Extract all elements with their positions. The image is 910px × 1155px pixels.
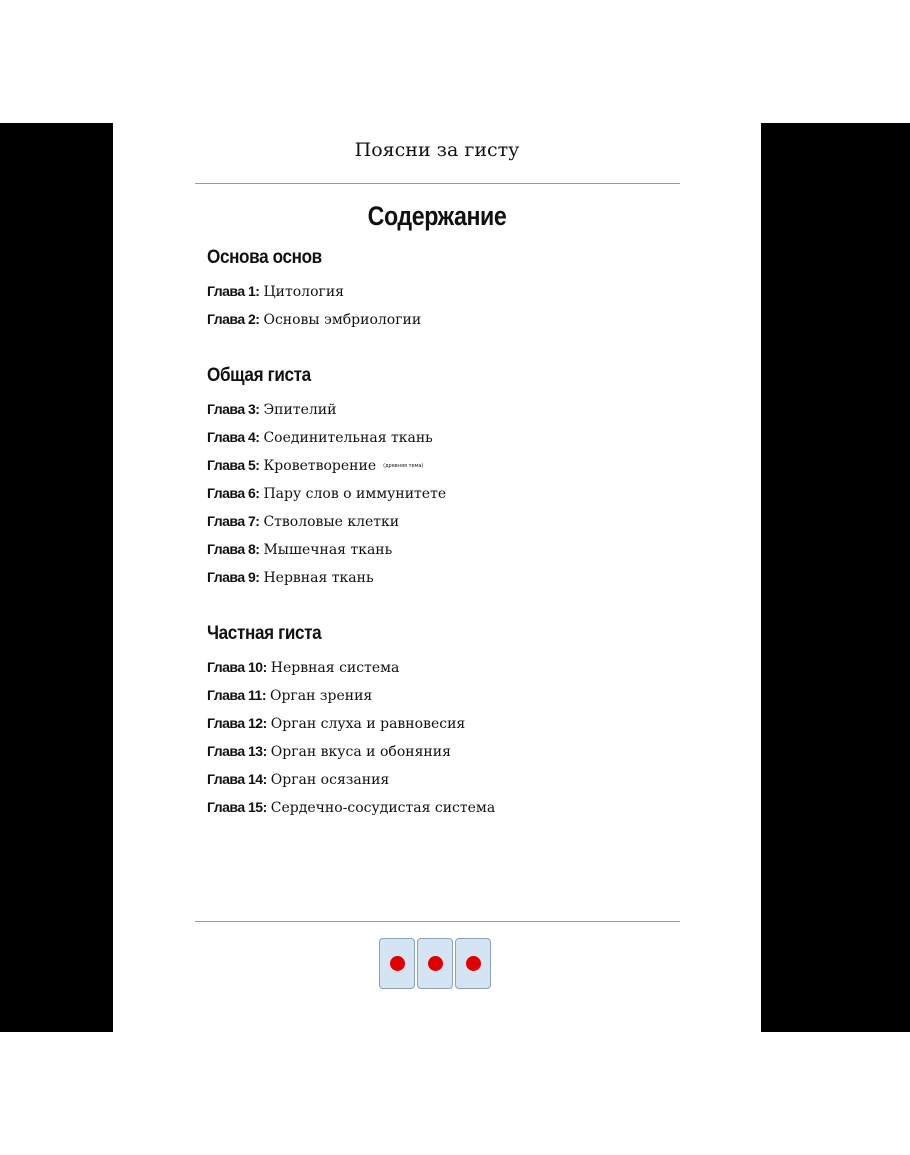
section-title: Основа основ xyxy=(207,247,322,268)
chapter-label: Глава 13: xyxy=(207,743,267,759)
chapter-label: Глава 3: xyxy=(207,401,260,417)
chapter-title: Нервная система xyxy=(270,660,400,676)
toc-section-general xyxy=(207,363,727,591)
chapter-title: Орган зрения xyxy=(269,688,373,704)
dot-icon xyxy=(466,956,481,971)
chapter-title: Орган осязания xyxy=(270,772,390,788)
chapter-link-8[interactable] xyxy=(207,535,727,563)
chapter-title: Основы эмбриологии xyxy=(263,312,422,328)
chapter-title: Эпителий xyxy=(263,402,337,418)
chapter-title: Орган вкуса и обоняния xyxy=(270,744,451,760)
chapter-title: Нервная ткань xyxy=(263,570,374,586)
chapter-note: (древняя тема) xyxy=(383,463,424,470)
chapter-link-9[interactable] xyxy=(207,563,727,591)
chapter-label: Глава 4: xyxy=(207,429,260,445)
chapter-link-2[interactable] xyxy=(207,305,727,333)
section-title: Частная гиста xyxy=(207,623,322,644)
chapter-label: Глава 15: xyxy=(207,799,267,815)
chapter-title: Соединительная ткань xyxy=(263,430,433,446)
chapter-link-1[interactable] xyxy=(207,277,727,305)
chapter-label: Глава 9: xyxy=(207,569,260,585)
chapter-title: Сердечно-сосудистая система xyxy=(270,800,496,816)
chapter-link-11[interactable] xyxy=(207,681,727,709)
chapter-label: Глава 14: xyxy=(207,771,267,787)
chapter-link-4[interactable] xyxy=(207,423,727,451)
chapter-title: Стволовые клетки xyxy=(263,514,400,530)
toc-section-special xyxy=(207,621,727,821)
chapter-label: Глава 6: xyxy=(207,485,260,501)
chapter-link-10[interactable] xyxy=(207,653,727,681)
nav-button-3[interactable] xyxy=(455,938,491,989)
chapter-label: Глава 2: xyxy=(207,311,260,327)
document-page xyxy=(113,123,761,1032)
chapter-link-5[interactable] xyxy=(207,451,727,479)
section-title: Общая гиста xyxy=(207,365,311,386)
document-title: Поясни за гисту xyxy=(354,139,520,161)
chapter-title: Пару слов о иммунитете xyxy=(263,486,447,502)
chapter-title: Орган слуха и равновесия xyxy=(270,716,466,732)
chapter-label: Глава 1: xyxy=(207,283,260,299)
footer-divider xyxy=(195,921,680,922)
nav-button-2[interactable] xyxy=(417,938,453,989)
chapter-link-6[interactable] xyxy=(207,479,727,507)
chapter-link-7[interactable] xyxy=(207,507,727,535)
chapter-label: Глава 12: xyxy=(207,715,267,731)
chapter-label: Глава 11: xyxy=(207,687,266,703)
nav-button-1[interactable] xyxy=(379,938,415,989)
chapter-title: Мышечная ткань xyxy=(263,542,393,558)
chapter-label: Глава 5: xyxy=(207,457,260,473)
chapter-title: Кроветворение xyxy=(263,458,377,474)
chapter-link-3[interactable] xyxy=(207,395,727,423)
chapter-label: Глава 8: xyxy=(207,541,260,557)
chapter-label: Глава 10: xyxy=(207,659,267,675)
dot-icon xyxy=(390,956,405,971)
viewer-frame xyxy=(0,123,910,1032)
page-navigation xyxy=(379,938,495,992)
header-divider xyxy=(195,183,680,184)
chapter-link-13[interactable] xyxy=(207,737,727,765)
chapter-link-12[interactable] xyxy=(207,709,727,737)
chapter-label: Глава 7: xyxy=(207,513,260,529)
dot-icon xyxy=(428,956,443,971)
contents-heading: Содержание xyxy=(367,201,507,231)
chapter-title: Цитология xyxy=(263,284,345,300)
chapter-link-15[interactable] xyxy=(207,793,727,821)
toc-section-basics xyxy=(207,245,727,333)
chapter-link-14[interactable] xyxy=(207,765,727,793)
